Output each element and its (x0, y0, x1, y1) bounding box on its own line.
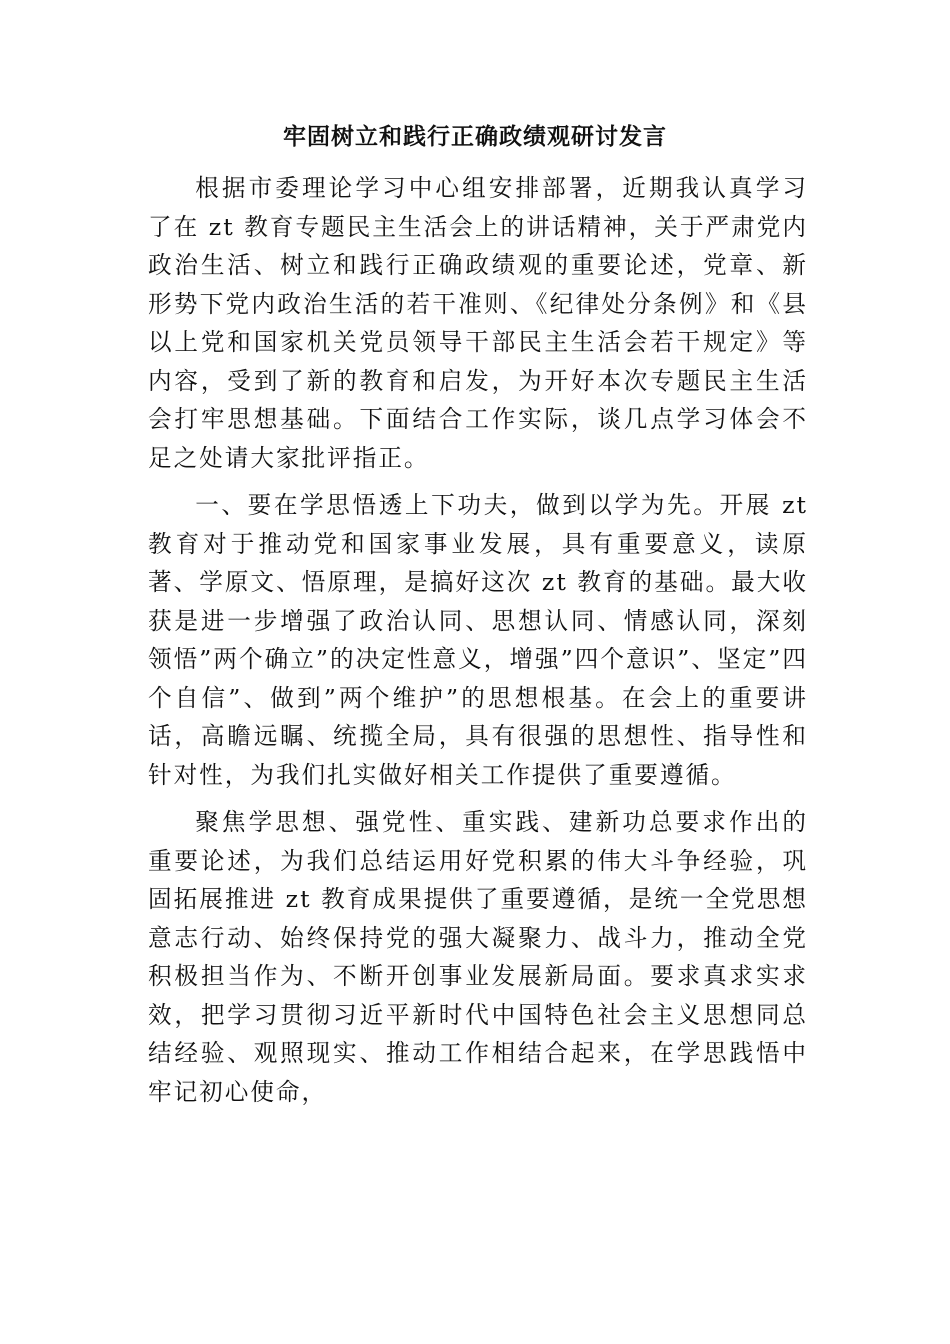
paragraph-focus: 聚焦学思想、强党性、重实践、建新功总要求作出的重要论述，为我们总结运用好党积累的伟大斗争经验，巩固拓展推进 zt 教育成果提供了重要遵循，是统一全党思想意志行动、始终保持党的强大凝聚力、战斗力，推动全党积极担当作为、不断开创事业发展新局面。要求真求实求效，把学习贯彻习近平新时代中国特色社会主义思想同总结经验、观照现实、推动工作相结合起来，在学思践悟中牢记初心使命， (148, 808, 808, 1106)
document-title: 牢固树立和践行正确政绩观研讨发言 (283, 123, 667, 150)
paragraph-intro: 根据市委理论学习中心组安排部署，近期我认真学习了在 zt 教育专题民主生活会上的讲话精神，关于严肃党内政治生活、树立和践行正确政绩观的重要论述，党章、新形势下党内政治生活的若干准则、《纪律处分条例》和《县以上党和国家机关党员领导干部民主生活会若干规定》等内容，受到了新的教育和启发，为开好本次专题民主生活会打牢思想基础。下面结合工作实际，谈几点学习体会不足之处请大家批评指正。 (148, 174, 808, 472)
paragraph-section-one: 一、要在学思悟透上下功夫，做到以学为先。开展 zt 教育对于推动党和国家事业发展，具有重要意义，读原著、学原文、悟原理，是搞好这次 zt 教育的基础。最大收获是进一步增强了政治认同、思想认同、情感认同，深刻领悟”两个确立”的决定性意义，增强”四个意识”、坚定”四个自信”、做到”两个维护”的思想根基。在会上的重要讲话，高瞻远瞩、统揽全局，具有很强的思想性、指导性和针对性，为我们扎实做好相关工作提供了重要遵循。 (148, 491, 808, 789)
document-body (148, 169, 808, 1111)
